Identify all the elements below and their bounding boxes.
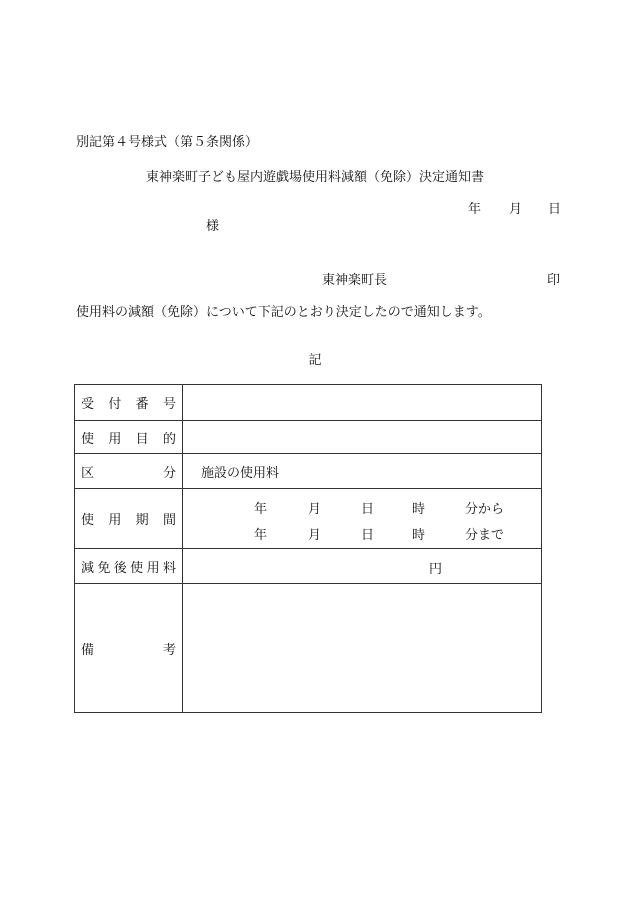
label-char: 号	[162, 397, 176, 412]
label-category	[75, 454, 183, 489]
label-remarks	[75, 584, 183, 713]
addressee-suffix: 様	[206, 219, 220, 234]
label-char: 分	[162, 465, 176, 481]
period-to-line	[183, 519, 541, 545]
label-char: 使	[81, 513, 95, 528]
label-char: 区	[81, 465, 95, 481]
notice-body-text: 使用料の減額（免除）について下記のとおり決定したので通知します。	[76, 305, 491, 320]
ki-heading: 記	[308, 353, 322, 368]
label-char: 減	[81, 560, 95, 576]
period-from-hour: 時	[412, 501, 426, 517]
label-char: 免	[97, 560, 111, 576]
period-to-minute: 分まで	[465, 527, 505, 543]
value-remarks[interactable]	[183, 584, 542, 713]
label-char: 間	[162, 513, 176, 528]
value-period[interactable]	[183, 489, 542, 549]
document-title: 東神楽町子ども屋内遊戯場使用料減額（免除）決定通知書	[145, 170, 484, 185]
period-from-line	[183, 493, 541, 519]
period-to-year: 年	[254, 527, 268, 543]
date-day-label: 日	[548, 202, 562, 217]
table-row-purpose	[75, 421, 542, 454]
value-purpose[interactable]	[183, 421, 542, 454]
label-char: 使	[81, 431, 95, 447]
label-char: 料	[162, 560, 176, 576]
label-fee-after	[75, 549, 183, 584]
period-from-year: 年	[254, 501, 268, 517]
label-period	[75, 489, 183, 549]
label-char: 受	[81, 397, 95, 412]
period-to-day: 日	[361, 527, 375, 543]
date-month-label: 月	[509, 202, 523, 217]
label-char: 後	[113, 560, 127, 576]
issuer-name: 東神楽町長	[322, 273, 388, 288]
label-char: 用	[108, 431, 122, 447]
period-from-day: 日	[361, 501, 375, 517]
yen-unit: 円	[429, 562, 443, 577]
table-row-period	[75, 489, 542, 549]
label-reception-number	[75, 385, 183, 421]
table-row-remarks	[75, 584, 542, 713]
label-char: 期	[135, 513, 149, 528]
date-year-label: 年	[468, 202, 482, 217]
label-char: 番	[135, 397, 149, 412]
label-char: 使	[130, 560, 144, 576]
table-row-fee-after	[75, 549, 542, 584]
table-row-reception-number	[75, 385, 542, 421]
details-table	[74, 384, 542, 713]
seal-mark: 印	[547, 273, 561, 288]
label-char: 用	[146, 560, 160, 576]
value-reception-number[interactable]	[183, 385, 542, 421]
label-char: 目	[135, 431, 149, 447]
form-reference: 別記第４号様式（第５条関係）	[76, 135, 259, 150]
label-char: 備	[81, 642, 95, 658]
label-char: 用	[108, 513, 122, 528]
label-purpose	[75, 421, 183, 454]
value-fee-after[interactable]	[183, 549, 542, 584]
period-from-month: 月	[308, 501, 322, 517]
label-char: 付	[108, 397, 122, 412]
value-category: 施設の使用料	[183, 454, 542, 489]
period-from-minute: 分から	[465, 501, 505, 517]
label-char: 的	[162, 431, 176, 447]
table-row-category	[75, 454, 542, 489]
label-char: 考	[162, 642, 176, 658]
period-to-month: 月	[308, 527, 322, 543]
period-to-hour: 時	[412, 527, 426, 543]
